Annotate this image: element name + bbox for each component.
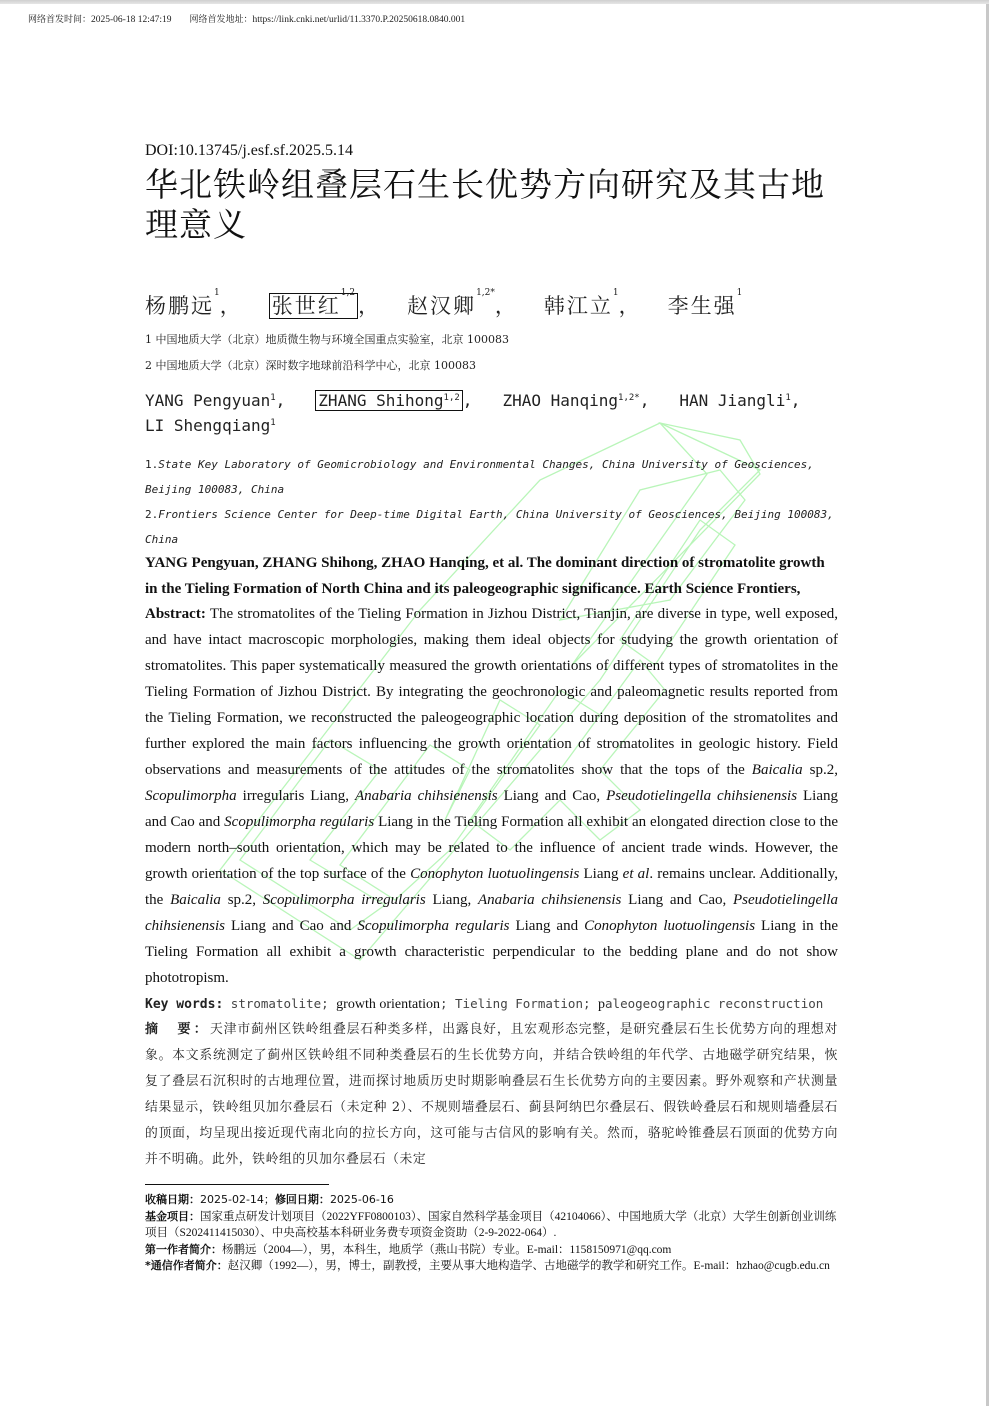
affiliation-en-1-text: State Key Laboratory of Geomicrobiology and Environmental Changes, China University of Geosciences, Beijing 100083, China xyxy=(145,458,814,496)
abstract-text: Liang and Cao and xyxy=(225,918,358,934)
abstract-text: Liang and Cao, xyxy=(621,892,734,908)
footnotes xyxy=(145,1192,838,1275)
cn-author-separator: ， xyxy=(494,294,518,318)
affiliation-en-1 xyxy=(145,452,835,502)
keyword-text: stromatolite; xyxy=(223,996,337,1011)
keywords-en-body xyxy=(223,996,823,1012)
affiliation-cn-1: 1 中国地质大学（北京）地质微生物与环境全国重点实验室，北京 100083 xyxy=(145,333,509,346)
taxon-name: Anabaria chihsienensis xyxy=(354,788,498,804)
abstract-text: Liang in the Tieling Formation all exhibit a growth characteristic perpendicular to the bedding plane and do not show phototropism. xyxy=(145,918,838,986)
keywords-en-label: Key words: xyxy=(145,997,224,1012)
keyword-text: aleogeographic reconstruction xyxy=(605,996,824,1011)
abstract-text: Liang and Cao and xyxy=(145,788,839,830)
cn-author-separator: ， xyxy=(219,294,243,318)
abstract-text: . remains unclear. Additionally, the xyxy=(145,866,838,908)
cn-author xyxy=(269,288,358,319)
authors-cn xyxy=(145,290,742,320)
affiliation-cn-2: 2 中国地质大学（北京）深时数字地球前沿科学中心，北京 100083 xyxy=(145,359,476,372)
cn-author-name: 李生强 xyxy=(667,294,737,318)
abstract-text: sp.2, xyxy=(802,762,838,778)
received-label: 收稿日期： xyxy=(145,1193,200,1206)
en-author xyxy=(502,391,639,410)
en-author xyxy=(145,391,276,410)
footnote-first-author xyxy=(145,1242,838,1259)
fund-label: 基金项目： xyxy=(145,1209,200,1223)
en-author-name: LI Shengqiang xyxy=(145,416,271,435)
abstract-text: The stromatolites of the Tieling Formation in Jizhou District, Tianjin, are diverse in type, well exposed, and have intact macroscopic morphologies, making them ideal objects for studying the growth orientation of stromatolites. This paper systematically measured the growth orientations of different types of stromatolites in the Tieling Formation of Jizhou District. By integrating the geochronologic and paleomagnetic results reported from the Tieling Formation, we reconstructed the paleogeographic location during deposition of the stromatolites and further explored the main factors influencing the growth orientation of stromatolites in geologic history. Field observations and measurements of the attitudes of the stromatolites show that the tops of the xyxy=(145,606,838,778)
footnote-fund xyxy=(145,1209,838,1242)
doi[interactable]: DOI:10.13745/j.esf.sf.2025.5.14 xyxy=(145,142,353,159)
first-author-text: 杨鹏远（2004—），男，本科生，地质学（燕山书院）专业。E-mail：1158150971@qq.com xyxy=(222,1243,672,1256)
publish-time: 2025-06-18 12:47:19 xyxy=(91,15,172,25)
received-date: 2025-02-14； xyxy=(200,1193,275,1206)
taxon-name: Scopulimorpha xyxy=(145,788,237,804)
cn-author-name: 张世红 xyxy=(271,294,341,318)
abstract-text: Liang and xyxy=(509,918,585,934)
cn-author-separator: ， xyxy=(358,294,382,318)
keywords-en xyxy=(145,993,838,1016)
en-author-affiliation-mark: 1 xyxy=(270,393,276,403)
en-author xyxy=(145,416,276,435)
taxon-name: Pseudotielingella chihsienensis xyxy=(606,788,798,804)
cn-author-name: 赵汉卿 xyxy=(407,294,477,318)
abstract-en-label: Abstract: xyxy=(145,606,206,622)
revised-date: 2025-06-16 xyxy=(329,1193,394,1206)
footnote-divider xyxy=(145,1184,329,1185)
taxon-name: Anabaria chihsienensis xyxy=(477,892,622,908)
cn-author xyxy=(667,288,743,318)
keyword-text: p xyxy=(598,997,606,1012)
publish-url[interactable]: https://link.cnki.net/urlid/11.3370.P.20250618.0840.001 xyxy=(252,15,466,25)
en-author-affiliation-mark: 1,2 xyxy=(443,393,460,403)
abstract-text: Liang and Cao, xyxy=(497,788,607,804)
cn-author-affiliation-mark: 1 xyxy=(736,288,743,298)
abstract-cn-text: 天津市蓟州区铁岭组叠层石种类多样，出露良好，且宏观形态完整，是研究叠层石生长优势方向的理想对象。本文系统测定了蓟州区铁岭组不同种类叠层石的生长优势方向，并结合铁岭组的年代学、古地磁学研究结果，恢复了叠层石沉积时的古地理位置，进而探讨地质历史时期影响叠层石生长优势方向的主要因素。野外观察和产状测量结果显示，铁岭组贝加尔叠层石（未定种 2）、不规则墙叠层石、蓟县阿纳巴尔叠层石、假铁岭叠层石和规则墙叠层石的顶面，均呈现出接近现代南北向的拉长方向，这可能与古信风的影响有关。然而，骆驼岭锥叠层石顶面的优势方向并不明确。此外，铁岭组的贝加尔叠层石（未定 xyxy=(145,1022,838,1167)
en-author xyxy=(679,391,790,410)
en-author-affiliation-mark: 1,2* xyxy=(618,393,640,403)
cn-author xyxy=(145,288,220,318)
cn-author-affiliation-mark: 1,2* xyxy=(476,288,495,298)
en-author-name: ZHANG Shihong xyxy=(318,391,444,410)
citation: YANG Pengyuan, ZHANG Shihong, ZHAO Hanqing, et al. The dominant direction of stromatolite growth in the Tieling Formation of North China and its paleogeographic significance. Earth Science Frontiers, xyxy=(145,555,825,597)
affiliation-en-1-number: 1. xyxy=(145,458,159,471)
abstract-en-body xyxy=(145,606,838,986)
taxon-name: Scopulimorpha regularis xyxy=(224,814,375,830)
paper-title-cn: 华北铁岭组叠层石生长优势方向研究及其古地理意义 xyxy=(145,165,825,244)
cn-author-name: 韩江立 xyxy=(543,294,613,318)
cn-author-affiliation-mark: 1,2 xyxy=(340,288,356,298)
footnote-corresponding-author xyxy=(145,1258,838,1275)
en-author-name: HAN Jiangli xyxy=(679,391,786,410)
first-author-label: 第一作者简介： xyxy=(145,1242,222,1256)
en-author-affiliation-mark: 1 xyxy=(785,393,791,403)
en-author-separator: , xyxy=(275,391,286,410)
en-author-name: YANG Pengyuan xyxy=(145,391,271,410)
abstract-text: Liang in the Tieling Formation all exhibit an elongated direction close to the modern north–south orientation, which may be related to the influence of ancient trade winds. However, the growth orientation of the top surface of the xyxy=(145,814,838,882)
affiliation-en-2 xyxy=(145,502,835,552)
cn-author-separator: ， xyxy=(618,294,642,318)
viewer-top-border xyxy=(0,0,989,4)
abstract-cn xyxy=(145,1017,838,1173)
abstract-text: Liang, xyxy=(425,892,478,908)
cn-author-name: 杨鹏远 xyxy=(145,294,214,318)
keyword-text: growth orientation xyxy=(336,997,440,1012)
authors-en xyxy=(145,388,835,438)
en-author-affiliation-mark: 1 xyxy=(270,418,276,428)
fund-text: 国家重点研发计划项目（2022YFF0800103）、国家自然科学基金项目（42104066）、中国地质大学（北京）大学生创新创业训练项目（S202411415030）、中央高校基本科研业务费专项资金资助（2-9-2022-064）. xyxy=(145,1210,837,1239)
en-author-separator: , xyxy=(462,391,473,410)
abstract-cn-label: 摘 要： xyxy=(145,1022,211,1037)
en-author-separator: , xyxy=(790,391,801,410)
publish-url-label: 网络首发地址： xyxy=(189,15,253,25)
en-author-name: ZHAO Hanqing xyxy=(502,391,619,410)
cn-author xyxy=(407,288,495,318)
publish-info-header xyxy=(28,12,465,25)
affiliation-en-2-number: 2. xyxy=(145,508,159,521)
revised-label: 修回日期： xyxy=(274,1193,330,1206)
taxon-name: Conophyton luotuolingensis xyxy=(410,866,580,882)
cn-author xyxy=(543,288,619,318)
taxon-name: Baicalia xyxy=(751,762,803,778)
taxon-name: Scopulimorpha irregularis xyxy=(262,892,426,908)
cn-author-affiliation-mark: 1 xyxy=(612,288,619,298)
abstract-text: sp.2, xyxy=(220,892,263,908)
footnote-dates xyxy=(145,1192,838,1209)
abstract-text: irregularis Liang, xyxy=(236,788,355,804)
publish-time-label: 网络首发时间： xyxy=(28,15,92,25)
abstract-text: Liang xyxy=(579,866,623,882)
affiliation-en-2-text: Frontiers Science Center for Deep-time Digital Earth, China University of Geosciences, Beijing 100083, China xyxy=(145,508,834,546)
taxon-name: Scopulimorpha regularis xyxy=(357,918,510,934)
taxon-name: et al xyxy=(622,866,650,882)
keyword-text: ; Tieling Formation; xyxy=(439,996,599,1011)
taxon-name: Conophyton luotuolingensis xyxy=(584,918,756,934)
en-author-separator: , xyxy=(639,391,650,410)
cn-author-affiliation-mark: 1 xyxy=(214,288,220,298)
en-author xyxy=(315,390,463,411)
abstract-en xyxy=(145,601,838,991)
taxon-name: Baicalia xyxy=(170,892,221,908)
taxon-name: Pseudotielingella chihsienensis xyxy=(145,892,838,934)
corresponding-author-text: 赵汉卿（1992—），男，博士，副教授，主要从事大地构造学、古地磁学的教学和研究工作。E-mail：hzhao@cugb.edu.cn xyxy=(227,1260,830,1272)
corresponding-author-label: *通信作者简介： xyxy=(145,1259,228,1272)
